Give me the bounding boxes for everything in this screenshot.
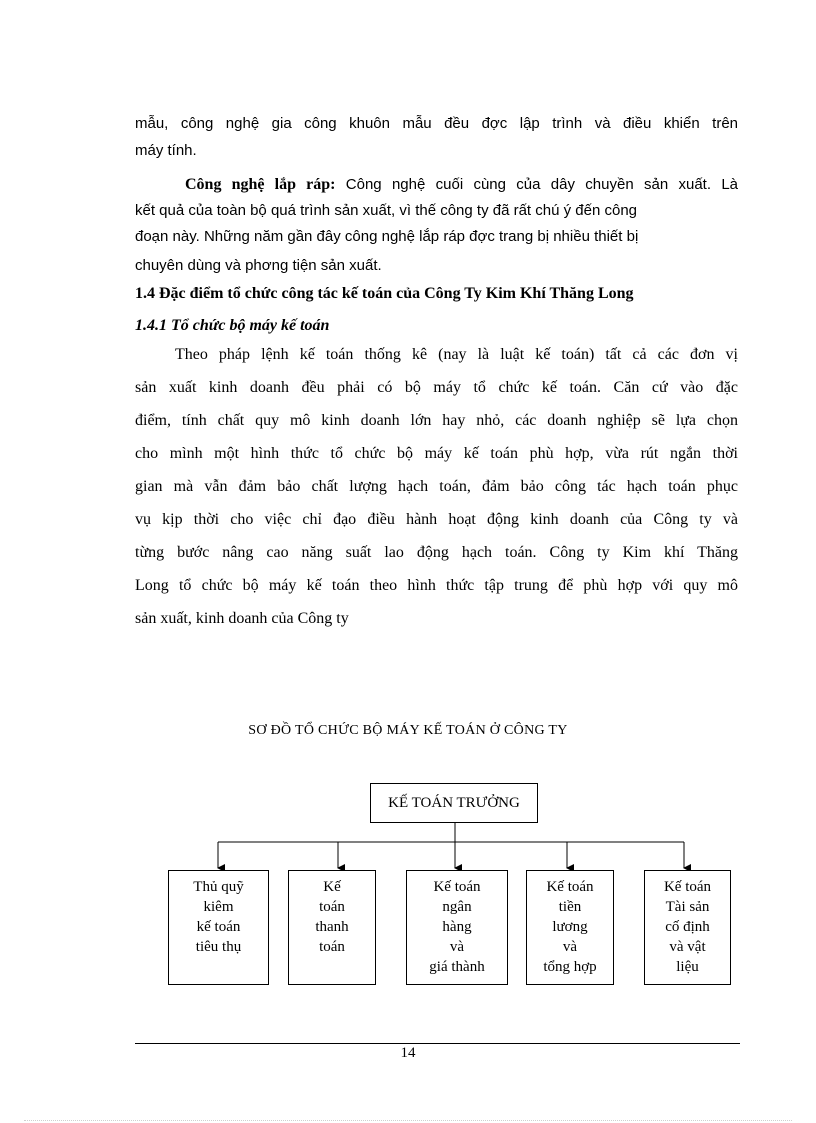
box-line: toán: [319, 899, 345, 915]
text-line: đoạn này. Những năm gần đây công nghệ lắp ráp đợc trang bị nhiều thiết bị: [135, 228, 639, 245]
box-line: kế toán: [196, 919, 241, 935]
box-line: lương: [552, 919, 588, 935]
text-line: cho mình một hình thức tổ chức bộ máy kế toán phù hợp, vừa rút ngắn thời: [135, 445, 738, 462]
page-bottom-edge: [24, 1120, 792, 1121]
payroll-general-accountant-box: [526, 870, 614, 985]
text-line: máy tính.: [135, 142, 197, 159]
page-number: 14: [400, 1045, 416, 1061]
text-line: từng bước nâng cao năng suất lao động hạch toán. Công ty Kim khí Thăng: [135, 544, 738, 561]
box-line: liệu: [676, 959, 699, 975]
chief-accountant-box: KẾ TOÁN TRƯỞNG: [370, 783, 538, 823]
box-line: giá thành: [429, 959, 485, 975]
text-line: mẫu, công nghệ gia công khuôn mẫu đều đợc lập trình và điều khiển trên: [135, 115, 738, 132]
box-line: Kế: [323, 879, 341, 895]
box-line: và: [562, 939, 578, 955]
bank-costing-accountant-box: [406, 870, 508, 985]
text-line: sản xuất, kinh doanh của Công ty: [135, 610, 349, 627]
box-line: Kế toán: [546, 879, 594, 895]
box-line: Tài sản: [665, 899, 710, 915]
box-line: hàng: [442, 919, 472, 935]
fixed-assets-materials-accountant-box: [644, 870, 731, 985]
bold-term: Công nghệ lắp ráp:: [185, 176, 336, 193]
box-line: kiêm: [203, 899, 234, 915]
box-line: tiền: [558, 899, 582, 915]
payment-accountant-box: [288, 870, 376, 985]
text-run: Công nghệ cuối cùng của dây chuyền sản xuất. Là: [335, 176, 738, 193]
box-line: Kế toán: [663, 879, 712, 895]
text-line: sản xuất kinh doanh đều phải có bộ máy tổ chức kế toán. Căn cứ vào đặc: [135, 379, 738, 396]
cashier-sales-accountant-box: [168, 870, 269, 985]
diagram-title: SƠ ĐỒ TỔ CHỨC BỘ MÁY KẾ TOÁN Ở CÔNG TY: [248, 723, 568, 738]
box-line: ngân: [442, 899, 472, 915]
box-line: và vật: [669, 939, 706, 955]
text-line: Long tổ chức bộ máy kế toán theo hình thức tập trung để phù hợp với quy mô: [135, 577, 738, 594]
text-line: điểm, tính chất quy mô kinh doanh lớn hay nhỏ, các doanh nghiệp sẽ lựa chọn: [135, 412, 738, 429]
text-line: Theo pháp lệnh kế toán thống kê (nay là luật kế toán) tất cả các đơn vị: [175, 346, 738, 363]
box-line: thanh: [315, 919, 349, 935]
box-line: và: [449, 939, 465, 955]
box-line: Thủ quỹ: [193, 879, 244, 895]
text-line: vụ kịp thời cho việc chỉ đạo điều hành hoạt động kinh doanh của Công ty và: [135, 511, 738, 528]
box-line: toán: [319, 939, 345, 955]
subsection-heading: 1.4.1 Tổ chức bộ máy kế toán: [135, 317, 330, 334]
box-line: tổng hợp: [543, 959, 597, 975]
text-line: chuyên dùng và phơng tiện sản xuất.: [135, 257, 382, 274]
text-line: kết quả của toàn bộ quá trình sản xuất, vì thế công ty đã rất chú ý đến công: [135, 202, 638, 219]
box-line: Kế toán: [433, 879, 481, 895]
box-line: cố định: [665, 919, 710, 935]
box-line: tiêu thụ: [195, 939, 242, 955]
text-line: gian mà vẫn đảm bảo chất lượng hạch toán, đảm bảo công tác hạch toán phục: [135, 478, 738, 495]
footer-divider: [135, 1043, 740, 1044]
section-heading: 1.4 Đặc điểm tổ chức công tác kế toán của Công Ty Kim Khí Thăng Long: [135, 285, 634, 302]
